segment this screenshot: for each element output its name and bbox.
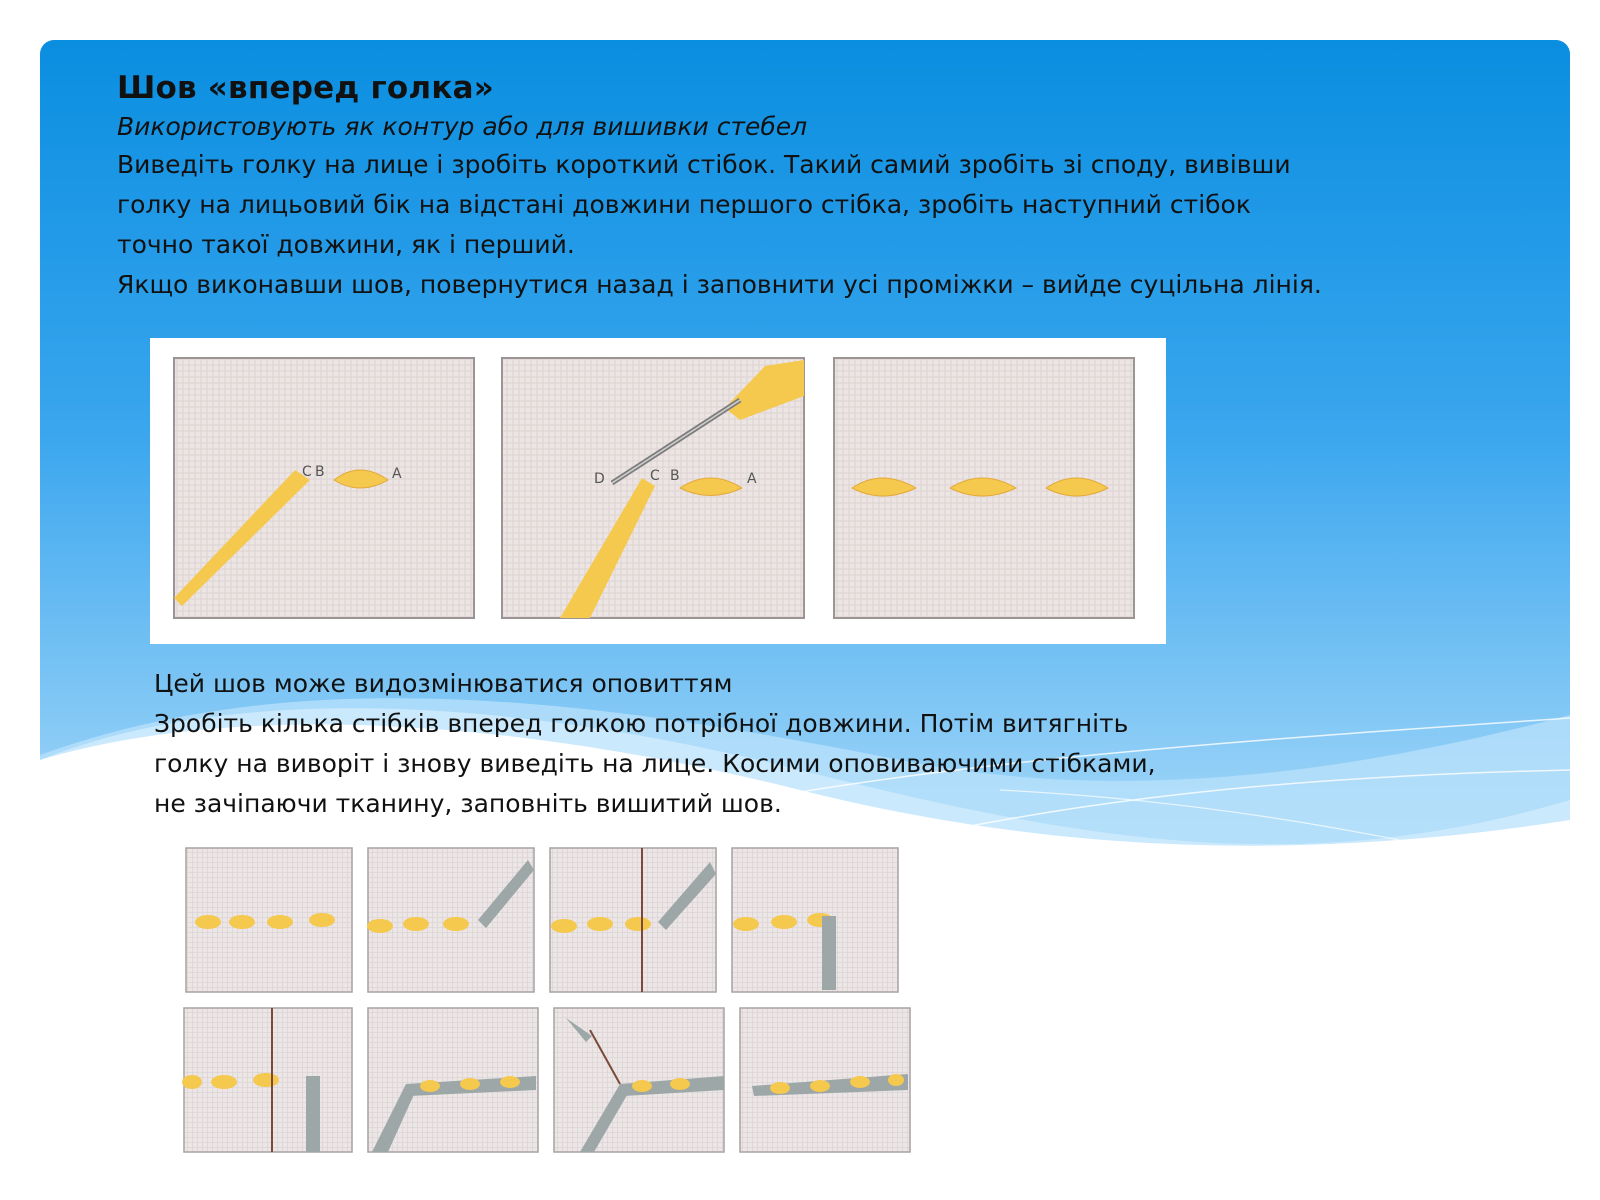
paragraph-line: Виведіть голку на лице і зробіть короткий стібок. Такий самий зробіть зі споду, вивівши	[117, 150, 1291, 179]
point-label: B	[670, 468, 680, 484]
point-label: C	[302, 464, 312, 480]
variant-line: не зачіпаючи тканину, заповніть вишитий шов.	[154, 789, 782, 818]
variant-line: Цей шов може видозмінюватися оповиттям	[154, 669, 733, 698]
step-panel-1	[186, 848, 352, 992]
step-panel-5	[182, 1008, 352, 1152]
stitch-panel-2	[502, 358, 804, 618]
slide-subtitle: Використовують як контур або для вишивки стебел	[117, 112, 808, 141]
step-panel-7	[554, 1008, 724, 1152]
point-label: A	[392, 466, 402, 482]
intro-text	[117, 70, 1557, 305]
paragraph-line: голку на лицьовий бік на відстані довжини першого стібка, зробіть наступний стібок	[117, 190, 1251, 219]
gray-ribbon	[306, 1076, 320, 1152]
whipped-stitch-figure	[180, 840, 932, 1164]
point-label: A	[747, 471, 757, 487]
stitch-panel-3	[834, 358, 1134, 618]
paragraph-line: Якщо виконавши шов, повернутися назад і заповнити усі проміжки – вийде суцільна лінія.	[117, 270, 1322, 299]
gray-ribbon	[822, 916, 836, 990]
point-label: D	[594, 471, 605, 487]
paragraph-line: точно такої довжини, як і перший.	[117, 230, 575, 259]
point-label: B	[315, 464, 325, 480]
step-panel-2	[367, 848, 534, 992]
variant-text	[154, 664, 1354, 824]
variant-line: Зробіть кілька стібків вперед голкою потрібної довжини. Потім витягніть	[154, 709, 1129, 738]
slide-title: Шов «вперед голка»	[117, 70, 494, 106]
running-stitch-figure	[150, 338, 1166, 644]
variant-line: голку на виворіт і знову виведіть на лице. Косими оповиваючими стібками,	[154, 749, 1156, 778]
step-panel-3	[550, 848, 716, 992]
stitch-panel-1	[174, 358, 474, 618]
step-panel-6	[368, 1008, 538, 1152]
point-label: C	[650, 468, 660, 484]
step-panel-4	[732, 848, 898, 992]
step-panel-8	[740, 1008, 910, 1152]
